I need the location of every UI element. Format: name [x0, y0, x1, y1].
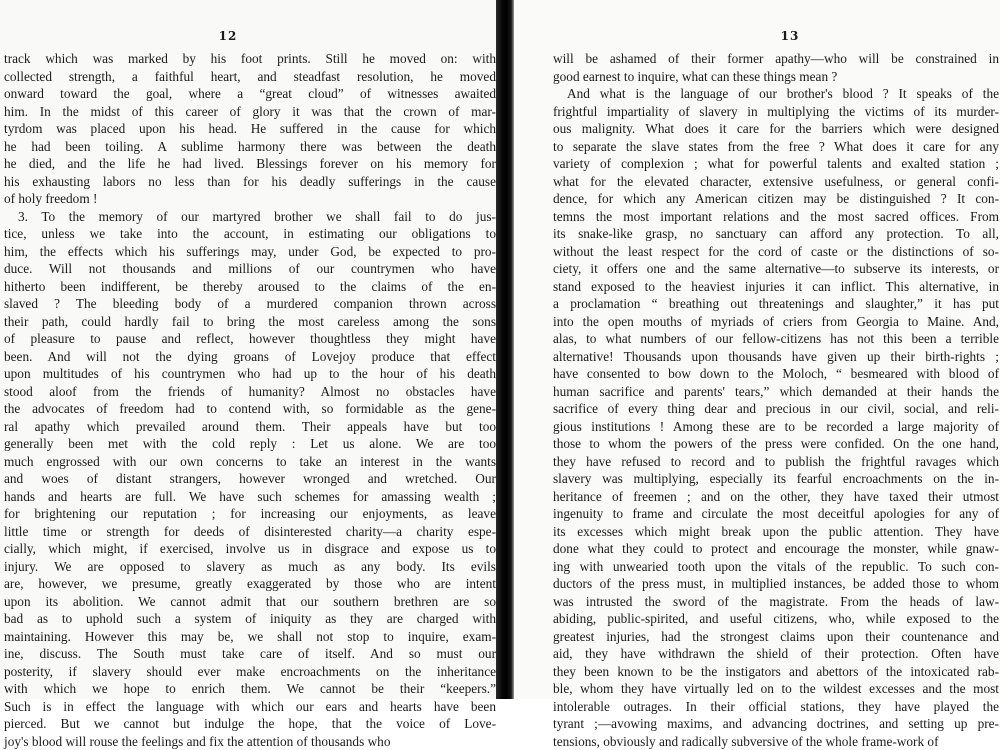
text-line: he had been toiling. A sublime harmony there was between the death	[4, 138, 496, 156]
text-line: its excesses which might break upon the public attention. They have	[553, 523, 999, 541]
text-line: pierced. But we cannot but indulge the hope, that the voice of Love-	[4, 715, 496, 733]
text-line: ral apathy which prevailed around them. Their appeals have but too	[4, 418, 496, 436]
text-line: abiding, public-spirited, and useful citizens, who, while exposed to the	[553, 610, 999, 628]
text-line: alternative! Thousands upon thousands have given up their birth-rights ;	[553, 348, 999, 366]
text-line: what for the elevated character, extensive usefulness, or general confi-	[553, 173, 999, 191]
text-line: alas, to what numbers of our fellow-citizens has not this been a terrible	[553, 330, 999, 348]
text-line: ciety, it offers one and the same alternative—to subserve its interests, or	[553, 260, 999, 278]
text-line: posterity, if slavery should ever make encroachments on the inheritance	[4, 663, 496, 681]
text-line: onward toward the goal, where a “great cloud” of witnesses awaited	[4, 85, 496, 103]
text-line: slavery was multiplying, especially its fearful encroachments on the in-	[553, 470, 999, 488]
text-line: ous malignity. What does it care for the barriers which were designed	[553, 120, 999, 138]
text-line: gious institutions ! Among these are to be recorded a large majority of	[553, 418, 999, 436]
text-line: greatest injuries, had the strongest claims upon their countenance and	[553, 628, 999, 646]
text-line: they have refused to record and to publish the frightful ravages which	[553, 453, 999, 471]
text-line: of pleasure to pause and reflect, however thoughtless they might have	[4, 330, 496, 348]
text-line: with which we hope to enrich them. We cannot be their “keepers.”	[4, 680, 496, 698]
text-line: tensions, obviously and radically subversive of the whole frame-work of	[553, 733, 999, 750]
right-page-text	[553, 50, 999, 750]
page-number-right: 13	[760, 29, 820, 43]
text-line: good earnest to inquire, what can these things mean ?	[553, 68, 999, 86]
text-line: for brightening our reputation ; for increasing our enjoyments, as leave	[4, 505, 496, 523]
book-gutter	[496, 0, 514, 699]
text-line: have consented to bow down to the Moloch, “ besmeared with blood of	[553, 365, 999, 383]
text-line: collected strength, a faithful heart, and steadfast resolution, he moved	[4, 68, 496, 86]
text-line: without the least respect for the cord of caste or the distinctions of so-	[553, 243, 999, 261]
text-line: 3. To the memory of our martyred brother we shall fail to do jus-	[4, 208, 496, 226]
text-line: tyrant ;—avowing maxims, and advancing doctrines, and setting up pre-	[553, 715, 999, 733]
text-line: hands and hearts are full. We have such schemes for amassing wealth ;	[4, 488, 496, 506]
text-line: he died, and the life he had lived. Blessings forever on his memory for	[4, 155, 496, 173]
text-line: the advocates of freedom had to contend with, so formidable as the gene-	[4, 400, 496, 418]
text-line: tyrdom was placed upon his head. He suffered in the cause for which	[4, 120, 496, 138]
text-line: upon its abolition. We cannot admit that our southern brethren are so	[4, 593, 496, 611]
text-line: will be ashamed of their former apathy—who will be constrained in	[553, 50, 999, 68]
text-line: are, however, we presume, greatly exaggerated by those who are intent	[4, 575, 496, 593]
text-line: a proclamation “ breathing out threatenings and slaughter,” it has put	[553, 295, 999, 313]
text-line: temns the most important relations and the most sacred offices. From	[553, 208, 999, 226]
text-line: track which was marked by his foot prints. Still he moved on: with	[4, 50, 496, 68]
text-line: ingenuity to frame and circulate the most deceitful apologies for any of	[553, 505, 999, 523]
text-line: generally been met with the cold reply : Let us alone. We are too	[4, 435, 496, 453]
text-line: much engrossed with our own concerns to take an interest in the wants	[4, 453, 496, 471]
text-line: him. In the midst of this career of glory it was that the crown of mar-	[4, 103, 496, 121]
text-line: duce. Will not thousands and millions of our countrymen who have	[4, 260, 496, 278]
text-line: intolerable outrages. In their official stations, they have played the	[553, 698, 999, 716]
text-line: ing with unwearied tooth upon the vitals of the republic. To such con-	[553, 558, 999, 576]
text-line: hitherto been indifferent, be thereby aroused to the claims of the en-	[4, 278, 496, 296]
text-line: him, the effects which his sufferings may, under God, be expected to pro-	[4, 243, 496, 261]
text-line: ductors of the press must, in multiplied instances, be added those to whom	[553, 575, 999, 593]
page-number-left: 12	[198, 29, 258, 43]
text-line: variety of complexion ; what for powerful talents and exalted station ;	[553, 155, 999, 173]
text-line: stood aloof from the friends of humanity? Almost no obstacles have	[4, 383, 496, 401]
text-line: ble, whom they have virtually led on to the wildest excesses and the most	[553, 680, 999, 698]
text-line: heritance of freemen ; and on the other, they have taxed their utmost	[553, 488, 999, 506]
text-line: those to whom the powers of the press were confided. On the one hand,	[553, 435, 999, 453]
text-line: aid, they have withdrawn the shield of their protection. Often have	[553, 645, 999, 663]
text-line: of holy freedom !	[4, 190, 496, 208]
text-line: to separate the slave states from the free ? What does it care for any	[553, 138, 999, 156]
text-line: its snake-like grasp, no sanctuary can afford any protection. To all,	[553, 225, 999, 243]
text-line: frightful impartiality of slavery in multiplying the victims of its murder-	[553, 103, 999, 121]
left-page	[0, 0, 500, 699]
text-line: slaved ? The bleeding body of a murdered companion thrown across	[4, 295, 496, 313]
text-line: bad as to uphold such a system of iniquity as they are charged with	[4, 610, 496, 628]
text-line: done what they could to protect and encourage the monster, while gnaw-	[553, 540, 999, 558]
text-line: been. And will not the dying groans of Lovejoy produce that effect	[4, 348, 496, 366]
text-line: their path, could hardly fail to bring the most careless among the sons	[4, 313, 496, 331]
text-line: Such is in effect the language with which our ears and hearts have been	[4, 698, 496, 716]
text-line: human sacrifice and parents' tears,” which demanded at their hands the	[553, 383, 999, 401]
text-line: into the open mouths of myriads of criers from Georgia to Maine. And,	[553, 313, 999, 331]
text-line: maintaining. However this may be, we shall not stop to inquire, exam-	[4, 628, 496, 646]
text-line: they been known to be the instigators and abettors of the intoxicated rab-	[553, 663, 999, 681]
text-line: dence, for which any American citizen may be distinguished ? It con-	[553, 190, 999, 208]
left-page-text	[4, 50, 496, 750]
text-line: his exhausting labors no less than for his deadly sufferings in the cause	[4, 173, 496, 191]
text-line: stand exposed to the heaviest injuries it can inflict. This alternative, in	[553, 278, 999, 296]
text-line: joy's blood will rouse the feelings and fix the attention of thousands who	[4, 733, 496, 750]
text-line: cially, which might, if exercised, involve us in disgrace and expose us to	[4, 540, 496, 558]
text-line: tice, unless we take into the account, in estimating our obligations to	[4, 225, 496, 243]
right-page	[515, 0, 1000, 699]
text-line: upon multitudes of his countrymen who had up to the hour of his death	[4, 365, 496, 383]
text-line: And what is the language of our brother's blood ? It speaks of the	[553, 85, 999, 103]
text-line: sacrifice of every thing dear and precious in our civil, social, and reli-	[553, 400, 999, 418]
text-line: little time or strength for deeds of disinterested charity—a charity espe-	[4, 523, 496, 541]
text-line: was intrusted the sword of the magistrate. From the heads of law-	[553, 593, 999, 611]
text-line: ine, discuss. The South must take care of itself. And so must our	[4, 645, 496, 663]
text-line: and woes of distant strangers, however wronged and wretched. Our	[4, 470, 496, 488]
text-line: injury. We are opposed to slavery as much as any body. Its evils	[4, 558, 496, 576]
